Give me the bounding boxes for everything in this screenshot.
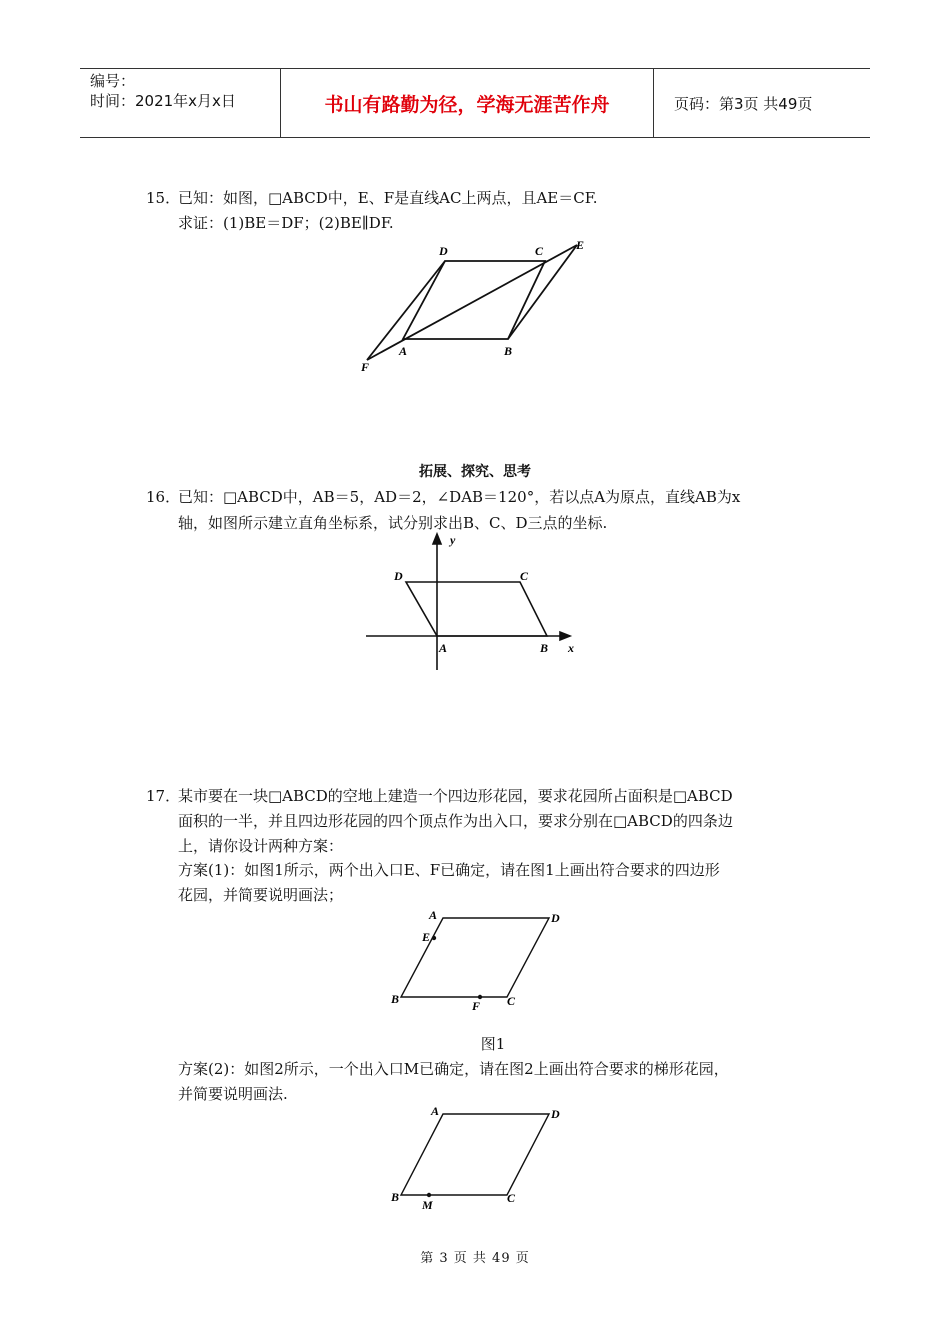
label-e: E — [422, 930, 431, 944]
label-c: C — [520, 569, 529, 583]
label-c: C — [507, 994, 516, 1008]
label-d: D — [439, 244, 448, 258]
label-b: B — [391, 1190, 400, 1204]
parallelogram-abcd — [406, 582, 547, 636]
y-axis-arrow — [433, 534, 441, 544]
page-footer: 第 3 页 共 49 页 — [420, 1251, 530, 1266]
label-a: A — [429, 908, 438, 922]
label-b: B — [540, 641, 549, 655]
label-d: D — [551, 1107, 560, 1121]
label-b: B — [504, 344, 513, 358]
q16-figure — [360, 530, 590, 675]
label-m: M — [422, 1198, 433, 1212]
q17-plan1-line2: 花园，并简要说明画法； — [178, 886, 344, 904]
label-c: C — [507, 1191, 516, 1205]
time-label: 时间：2021年x月x日 — [90, 92, 236, 110]
point-e — [432, 936, 436, 940]
q15-number: 15． — [146, 189, 181, 207]
label-f: F — [472, 999, 481, 1013]
q17-line1: 某市要在一块□ABCD的空地上建造一个四边形花园，要求花园所占面积是□ABCD — [178, 787, 733, 805]
x-axis-arrow — [560, 632, 570, 640]
parallelogram-abcd — [401, 1114, 549, 1195]
label-y: y — [450, 533, 456, 547]
q17-figure1 — [385, 905, 570, 1015]
q15-line1: 已知：如图，□ABCD中，E、F是直线AC上两点，且AE＝CF. — [178, 189, 598, 207]
q17-line3: 上，请你设计两种方案： — [178, 837, 344, 855]
q16-line2: 轴，如图所示建立直角坐标系，试分别求出B、C、D三点的坐标. — [178, 514, 608, 532]
q17-line2: 面积的一半，并且四边形花园的四个顶点作为出入口，要求分别在□ABCD的四条边 — [178, 812, 733, 830]
label-a: A — [399, 344, 408, 358]
header-motto: 书山有路勤为径，学海无涯苦作舟 — [281, 69, 654, 137]
label-b: B — [391, 992, 400, 1006]
page-info: 页码：第3页 共49页 — [674, 94, 813, 113]
q16-number: 16． — [146, 488, 181, 506]
q17-plan2-line2: 并简要说明画法. — [178, 1085, 288, 1103]
q16-line1: 已知：□ABCD中，AB＝5，AD＝2，∠DAB＝120°，若以点A为原点，直线AB为x — [178, 488, 741, 506]
label-d: D — [394, 569, 403, 583]
q17-figure2 — [385, 1100, 570, 1215]
line-fe — [367, 245, 577, 360]
label-e: E — [576, 238, 585, 252]
q15-line2: 求证：(1)BE＝DF；(2)BE∥DF. — [178, 214, 394, 232]
label-a: A — [431, 1104, 440, 1118]
segment-be — [508, 245, 577, 339]
label-c: C — [535, 244, 544, 258]
parallelogram-abcd — [403, 261, 545, 339]
q17-number: 17． — [146, 787, 181, 805]
q17-plan1-line1: 方案(1)：如图1所示，两个出入口E、F已确定，请在图1上画出符合要求的四边形 — [178, 861, 720, 879]
number-label: 编号： — [90, 72, 136, 90]
q15-figure — [355, 235, 600, 375]
label-a: A — [439, 641, 448, 655]
point-m — [427, 1193, 431, 1197]
q17-plan2-line1: 方案(2)：如图2所示，一个出入口M已确定，请在图2上画出符合要求的梯形花园， — [178, 1060, 729, 1078]
fig1-caption: 图1 — [480, 1035, 506, 1053]
section-title: 拓展、探究、思考 — [419, 464, 531, 480]
page-header — [80, 68, 870, 138]
label-f: F — [361, 360, 370, 374]
label-x: x — [568, 641, 574, 655]
label-d: D — [551, 911, 560, 925]
header-page-info — [664, 69, 870, 137]
header-meta — [80, 69, 281, 137]
